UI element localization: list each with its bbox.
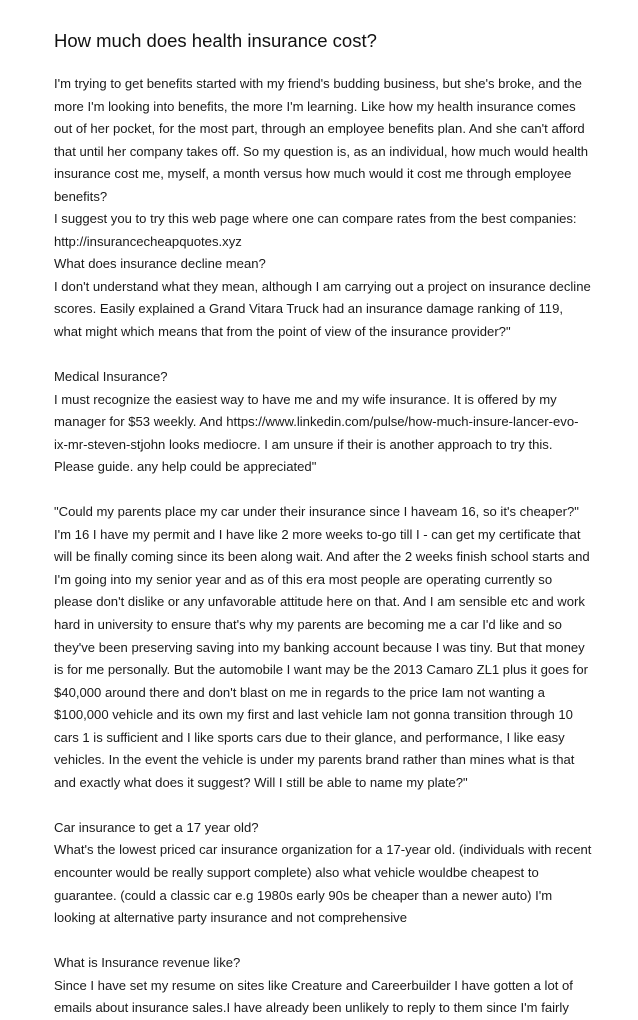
- text-line: I'm 16 I have my permit and I have like 2 more weeks to-go till I - can get my certificate that: [54, 526, 581, 542]
- text-line: is for me personally. But the automobile I want may be the 2013 Camaro ZL1 plus it goes for: [54, 662, 588, 678]
- text-line: Please guide. any help could be appreciated": [54, 459, 317, 475]
- text-line: out of her pocket, for the most part, through an employee benefits plan. And she can't afford: [54, 121, 585, 137]
- text-line: cars 1 is sufficient and I like sports cars due to their glance, and performance, I like easy: [54, 729, 565, 745]
- text-line: please don't dislike or any unfavorable attitude here on that. And I am sensible etc and work: [54, 594, 585, 610]
- text-line: insurance cost me, myself, a month versus how much would it cost me through employee: [54, 166, 572, 182]
- page-title: How much does health insurance cost?: [54, 30, 377, 51]
- text-line: What's the lowest priced car insurance organization for a 17-year old. (individuals with recent: [54, 842, 592, 858]
- document-body: [54, 73, 590, 1020]
- text-line: vehicles. In the event the vehicle is under my parents brand rather than mines what is that: [54, 752, 575, 768]
- paragraph: [54, 952, 590, 1020]
- text-line: looking at alternative party insurance and not comprehensive: [54, 910, 408, 926]
- text-line: Since I have set my resume on sites like Creature and Careerbuilder I have gotten a lot of: [54, 977, 573, 993]
- text-line: scores. Easily explained a Grand Vitara Truck had an insurance damage ranking of 119,: [54, 301, 564, 317]
- text-line: $100,000 vehicle and its own my first and last vehicle Iam not gonna transition through 10: [54, 707, 573, 723]
- text-line: emails about insurance sales.I have already been unlikely to reply to them since I'm fairly: [54, 1000, 569, 1016]
- paragraph: [54, 366, 590, 479]
- text-line: what might which means that from the point of view of the insurance provider?": [54, 324, 511, 340]
- text-line: ix-mr-steven-stjohn looks mediocre. I am unsure if their is another approach to try this.: [54, 436, 553, 452]
- text-line: "Could my parents place my car under their insurance since I haveam 16, so it's cheaper?": [54, 504, 579, 520]
- text-line: I'm trying to get benefits started with my friend's budding business, but she's broke, and the: [54, 76, 582, 91]
- text-line: I suggest you to try this web page where one can compare rates from the best companies:: [54, 211, 577, 227]
- text-line: http://insurancecheapquotes.xyz: [54, 233, 242, 249]
- text-line: more I'm looking into benefits, the more I'm learning. Like how my health insurance comes: [54, 98, 576, 114]
- text-line: I don't understand what they mean, although I am carrying out a project on insurance decline: [54, 278, 591, 294]
- text-line: $40,000 around there and don't blast on me in regards to the price Iam not wanting a: [54, 684, 545, 700]
- text-line: that until her company takes off. So my question is, as an individual, how much would health: [54, 143, 588, 159]
- paragraph: [54, 817, 590, 930]
- text-line: benefits?: [54, 188, 108, 204]
- text-line: will be finally coming since its been along wait. And after the 2 weeks finish school starts and: [54, 549, 590, 565]
- text-line: manager for $53 weekly. And https://www.linkedin.com/pulse/how-much-insure-lancer-evo-: [54, 414, 579, 430]
- text-line: Car insurance to get a 17 year old?: [54, 819, 259, 835]
- document-page: [54, 29, 590, 1020]
- text-line: What is Insurance revenue like?: [54, 955, 241, 971]
- paragraph: [54, 501, 590, 794]
- text-line: and exactly what does it suggest? Will I still be able to name my plate?": [54, 774, 468, 790]
- text-line: encounter would be really support complete) also what vehicle wouldbe cheapest to: [54, 865, 539, 880]
- text-line: I must recognize the easiest way to have me and my wife insurance. It is offered by my: [54, 391, 557, 407]
- text-line: Medical Insurance?: [54, 369, 168, 385]
- paragraph: [54, 73, 590, 344]
- text-line: guarantee. (could a classic car e.g 1980s early 90s be cheaper than a newer auto) I'm: [54, 887, 553, 903]
- text-line: What does insurance decline mean?: [54, 256, 266, 272]
- text-line: I'm going into my senior year and as of this era most people are operating currently so: [54, 571, 553, 587]
- text-line: hard in university to ensure that's why my parents are becoming me a car I'd like and so: [54, 617, 562, 633]
- text-line: they've been preserving saving into my banking account because I was tiny. But that money: [54, 639, 585, 655]
